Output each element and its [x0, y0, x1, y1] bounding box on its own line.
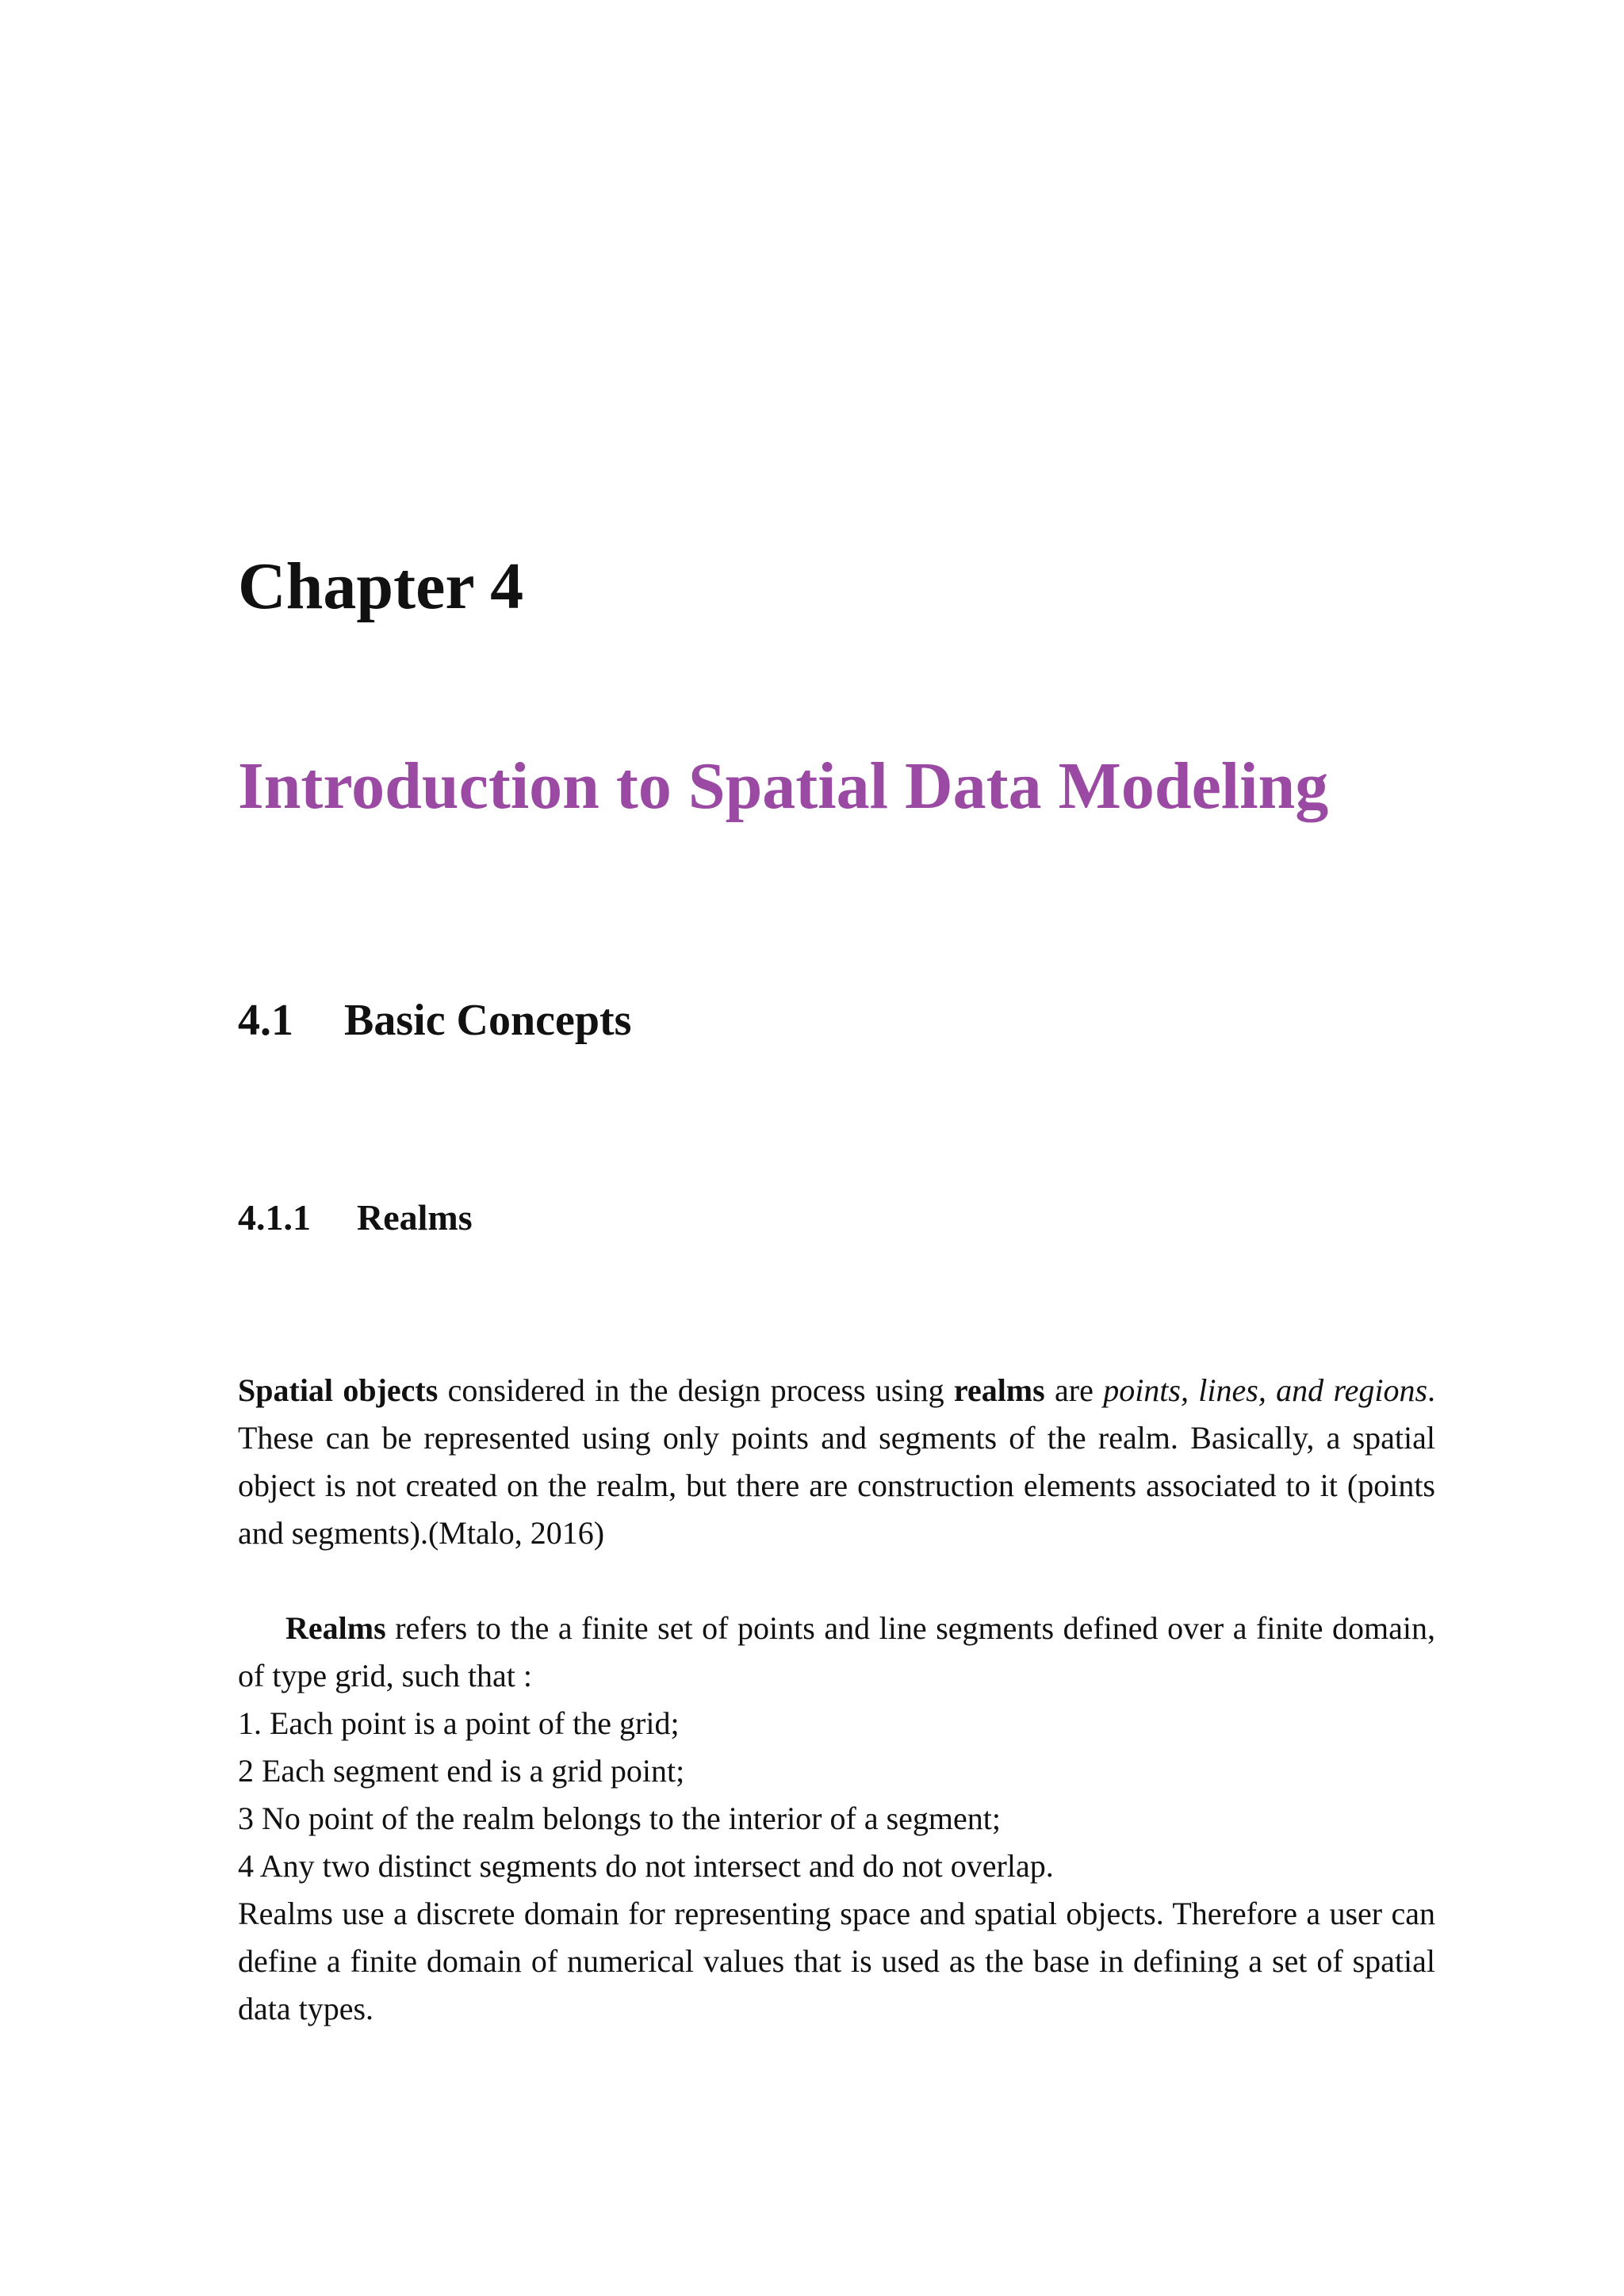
para2-text-1: refers to the a finite set of points and line segments defined over a finite domain, of type grid, such that : — [238, 1610, 1435, 1693]
section-heading — [238, 993, 631, 1048]
chapter-label: Chapter 4 — [238, 549, 524, 623]
subsection-number: 4.1.1 — [238, 1197, 311, 1238]
para1-text-3: . These can be represented using only points and segments of the realm. Basically, a spatial object is not created on the realm, but there are construction elements associated to it (points and segments).(Mtalo, 2016) — [238, 1372, 1436, 1551]
para1-text-1: considered in the design process using — [438, 1372, 954, 1408]
paragraph-realms-definition — [238, 1605, 1435, 2033]
subsection-heading — [238, 1194, 473, 1242]
chapter-title: Introduction to Spatial Data Modeling — [238, 749, 1329, 823]
term-realms: realms — [953, 1372, 1045, 1408]
document-page — [238, 0, 1435, 2296]
list-item: 2 Each segment end is a grid point; — [238, 1753, 685, 1789]
term-object-kinds: points, lines, and regions — [1103, 1372, 1428, 1408]
list-item: 4 Any two distinct segments do not intersect and do not overlap. — [238, 1848, 1054, 1884]
para2-closing: Realms use a discrete domain for representing space and spatial objects. Therefore a user can define a finite domain of numerical values that is used as the base in defining a set of spatial data types. — [238, 1896, 1435, 2026]
subsection-title: Realms — [357, 1197, 473, 1238]
term-spatial-objects: Spatial objects — [238, 1372, 439, 1408]
paragraph-spatial-objects — [238, 1367, 1435, 1557]
list-item: 3 No point of the realm belongs to the interior of a segment; — [238, 1800, 1001, 1836]
para2-intro — [238, 1610, 1435, 1693]
list-item: 1. Each point is a point of the grid; — [238, 1705, 680, 1741]
section-number: 4.1 — [238, 996, 293, 1045]
para1-text-2: are — [1044, 1372, 1104, 1408]
section-title: Basic Concepts — [344, 996, 632, 1045]
term-realms-definition: Realms — [285, 1610, 386, 1646]
